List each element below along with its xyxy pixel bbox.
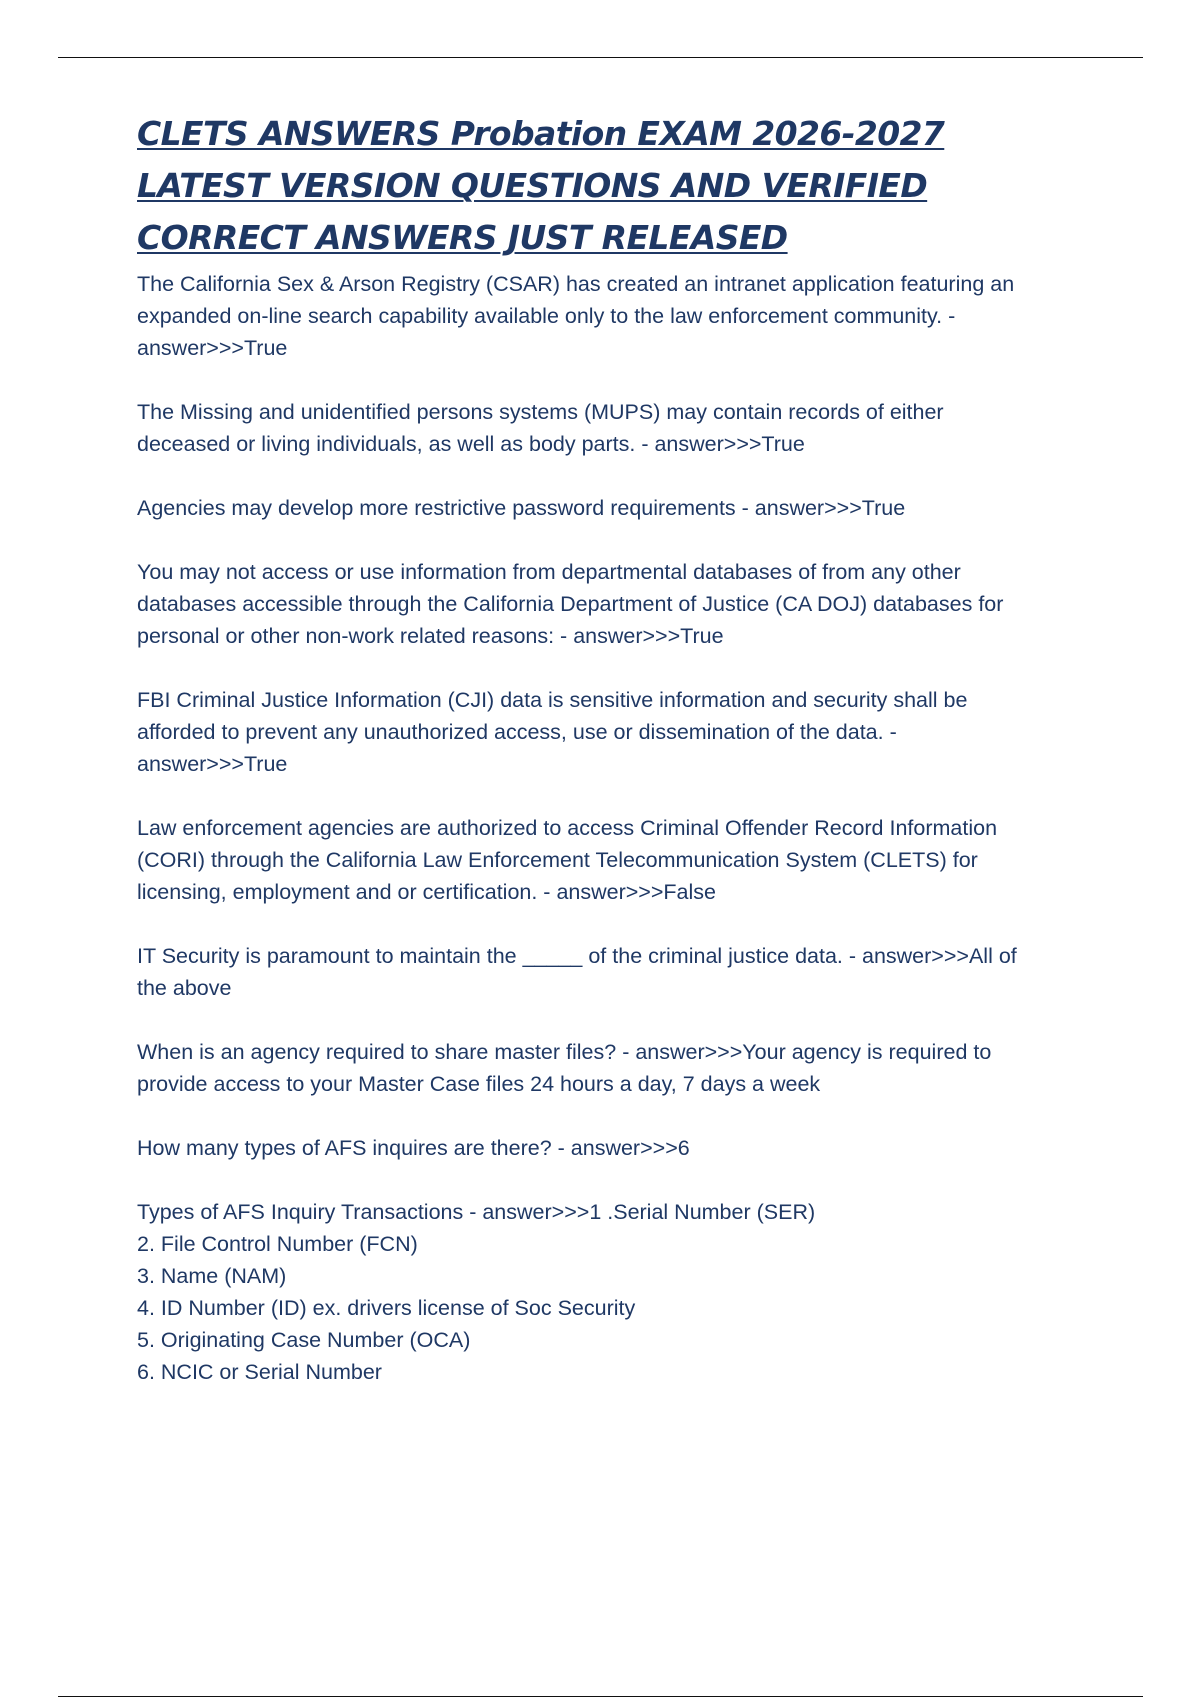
afs-type-item: 3. Name (NAM) (137, 1264, 287, 1288)
afs-type-item: 5. Originating Case Number (OCA) (137, 1328, 471, 1352)
qa-item-3: Agencies may develop more restrictive password requirements - answer>>>True (137, 496, 906, 520)
document-body (137, 108, 1037, 1388)
qa-item-5: FBI Criminal Justice Information (CJI) data is sensitive information and security shall be afforded to prevent any unauthorized access, use or dissemination of the data. - answer>>>True (137, 688, 968, 776)
afs-inquiry-types (137, 1196, 1037, 1388)
qa-item-7: IT Security is paramount to maintain the _____ of the criminal justice data. - answer>>>All of the above (137, 944, 1017, 1000)
qa-item-6: Law enforcement agencies are authorized to access Criminal Offender Record Information (CORI) through the California Law Enforcement Telecommunication System (CLETS) for licensing, employment and or certification. - answer>>>False (137, 816, 998, 904)
afs-type-item: 4. ID Number (ID) ex. drivers license of Soc Security (137, 1296, 636, 1320)
qa-item-2: The Missing and unidentified persons systems (MUPS) may contain records of either deceased or living individuals, as well as body parts. - answer>>>True (137, 400, 944, 456)
document-title: CLETS ANSWERS Probation EXAM 2026-2027 LATEST VERSION QUESTIONS AND VERIFIED CORRECT ANSWERS JUST RELEASED (137, 114, 945, 257)
afs-type-item: 6. NCIC or Serial Number (137, 1360, 382, 1384)
afs-type-item: 2. File Control Number (FCN) (137, 1232, 418, 1256)
top-rule (58, 57, 1143, 58)
qa-item-1: The California Sex & Arson Registry (CSAR) has created an intranet application featuring an expanded on-line search capability available only to the law enforcement community. - answer>>>True (137, 272, 1015, 360)
qa-item-9: How many types of AFS inquires are there? - answer>>>6 (137, 1136, 690, 1160)
qa-item-8: When is an agency required to share master files? - answer>>>Your agency is required to provide access to your Master Case files 24 hours a day, 7 days a week (137, 1040, 992, 1096)
afs-types-heading: Types of AFS Inquiry Transactions - answer>>>1 .Serial Number (SER) (137, 1200, 816, 1224)
bottom-rule (58, 1696, 1143, 1697)
qa-item-4: You may not access or use information from departmental databases of from any other databases accessible through the California Department of Justice (CA DOJ) databases for personal or other non-work related reasons: - answer>>>True (137, 560, 1004, 648)
